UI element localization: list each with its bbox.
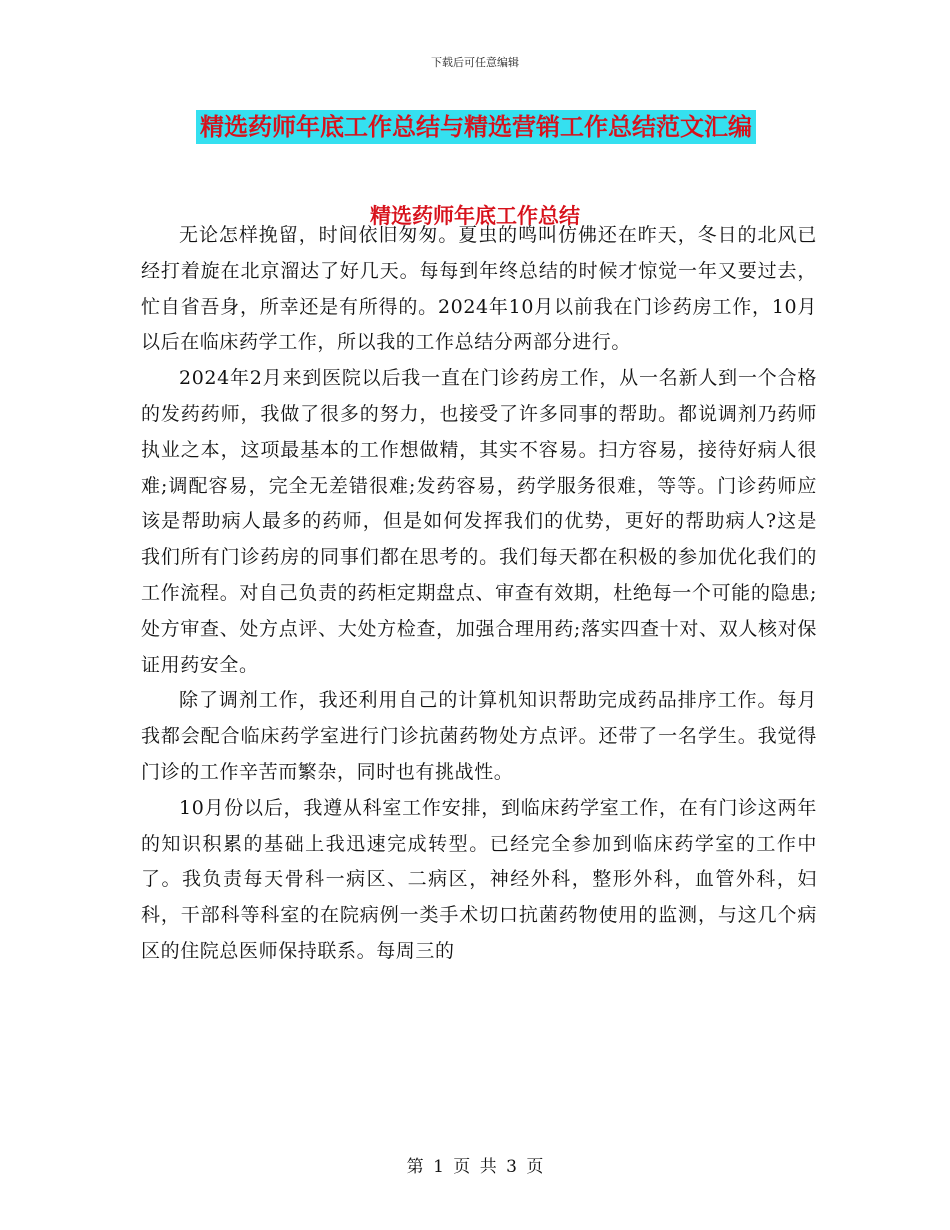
paragraph-3: 除了调剂工作，我还利用自己的计算机知识帮助完成药品排序工作。每月我都会配合临床药学室进行门诊抗菌药物处方点评。还带了一名学生。我觉得门诊的工作辛苦而繁杂，同时也有挑战性。 bbox=[141, 689, 817, 783]
paragraph-4: 10月份以后，我遵从科室工作安排，到临床药学室工作，在有门诊这两年的知识积累的基础上我迅速完成转型。已经完全参加到临床药学室的工作中了。我负责每天骨科一病区、二病区，神经外科，整形外科，血管外科，妇科，干部科等科室的在院病例一类手术切口抗菌药物使用的监测，与这几个病区的住院总医师保持联系。每周三的 bbox=[141, 796, 817, 962]
document-title: 精选药师年底工作总结与精选营销工作总结范文汇编 bbox=[196, 110, 756, 144]
page-footer: 第 1 页 共 3 页 bbox=[406, 1157, 544, 1177]
paragraph-2: 2024年2月来到医院以后我一直在门诊药房工作，从一名新人到一个合格的发药药师，我做了很多的努力，也接受了许多同事的帮助。都说调剂乃药师执业之本，这项最基本的工作想做精，其实不容易。扫方容易，接待好病人很难;调配容易，完全无差错很难;发药容易，药学服务很难，等等。门诊药师应该是帮助病人最多的药师，但是如何发挥我们的优势，更好的帮助病人?这是我们所有门诊药房的同事们都在思考的。我们每天都在积极的参加优化我们的工作流程。对自己负责的药柜定期盘点、审查有效期，杜绝每一个可能的隐患;处方审查、处方点评、大处方检查，加强合理用药;落实四查十对、双人核对保证用药安全。 bbox=[141, 367, 817, 676]
section-title: 精选药师年底工作总结 bbox=[370, 204, 580, 228]
header-note: 下载后可任意编辑 bbox=[431, 56, 519, 69]
body-text bbox=[141, 218, 817, 970]
paragraph-1: 无论怎样挽留，时间依旧匆匆。夏虫的鸣叫仿佛还在昨天，冬日的北风已经打着旋在北京溜达了好几天。每每到年终总结的时候才惊觉一年又要过去，忙自省吾身，所幸还是有所得的。2024年10月以前我在门诊药房工作，10月以后在临床药学工作，所以我的工作总结分两部分进行。 bbox=[141, 224, 817, 354]
